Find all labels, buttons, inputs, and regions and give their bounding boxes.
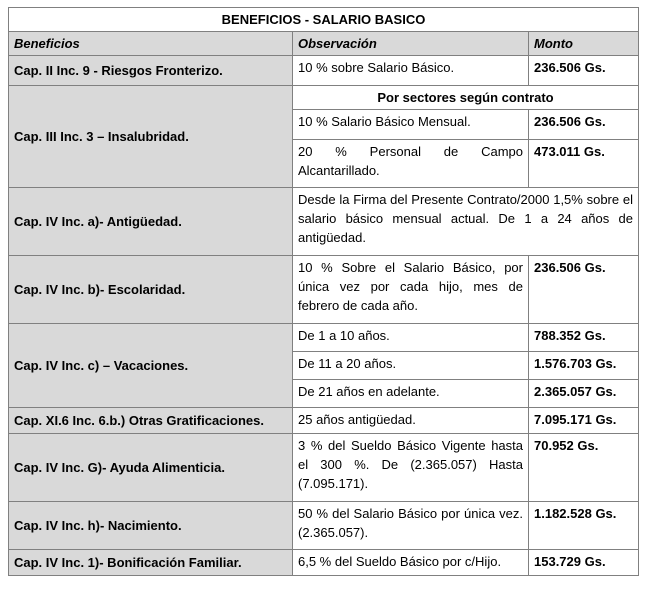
monto-cell: 236.506 Gs.	[529, 110, 639, 140]
beneficio-cell: Cap. IV Inc. 1)- Bonificación Familiar.	[9, 550, 293, 576]
observacion-cell: 50 % del Salario Básico por única vez. (2.365.057).	[293, 502, 529, 550]
monto-cell: 2.365.057 Gs.	[529, 380, 639, 408]
monto-cell: 236.506 Gs.	[529, 56, 639, 86]
observacion-cell: 10 % sobre Salario Básico.	[293, 56, 529, 86]
table-row	[9, 256, 639, 324]
observacion-cell: 10 % Sobre el Salario Básico, por única vez por cada hijo, mes de febrero de cada año.	[293, 256, 529, 324]
monto-cell: 1.182.528 Gs.	[529, 502, 639, 550]
table-row	[9, 56, 639, 86]
observacion-cell: De 21 años en adelante.	[293, 380, 529, 408]
observacion-cell: 10 % Salario Básico Mensual.	[293, 110, 529, 140]
observacion-cell: De 11 a 20 años.	[293, 352, 529, 380]
monto-cell: 1.576.703 Gs.	[529, 352, 639, 380]
observacion-cell: 3 % del Sueldo Básico Vigente hasta el 300 %. De (2.365.057) Hasta (7.095.171).	[293, 434, 529, 502]
monto-cell: 788.352 Gs.	[529, 324, 639, 352]
beneficio-cell: Cap. IV Inc. a)- Antigüedad.	[9, 188, 293, 256]
header-row	[9, 32, 639, 56]
table-title: BENEFICIOS - SALARIO BASICO	[9, 8, 639, 32]
table-row	[9, 188, 639, 256]
beneficio-cell: Cap. IV Inc. h)- Nacimiento.	[9, 502, 293, 550]
table-row	[9, 324, 639, 352]
title-row	[9, 8, 639, 32]
table-row	[9, 502, 639, 550]
header-beneficios: Beneficios	[9, 32, 293, 56]
table-row	[9, 550, 639, 576]
table-row	[9, 434, 639, 502]
beneficio-cell: Cap. III Inc. 3 – Insalubridad.	[9, 86, 293, 188]
observacion-cell: 25 años antigüedad.	[293, 408, 529, 434]
observacion-cell: De 1 a 10 años.	[293, 324, 529, 352]
beneficio-cell: Cap. XI.6 Inc. 6.b.) Otras Gratificaciones.	[9, 408, 293, 434]
monto-cell: 473.011 Gs.	[529, 140, 639, 188]
table-row	[9, 86, 639, 110]
observacion-cell: 6,5 % del Sueldo Básico por c/Hijo.	[293, 550, 529, 576]
subheader-cell: Por sectores según contrato	[293, 86, 639, 110]
observacion-cell: Desde la Firma del Presente Contrato/2000 1,5% sobre el salario básico mensual actual. De 1 a 24 años de antigüedad.	[293, 188, 639, 256]
monto-cell: 70.952 Gs.	[529, 434, 639, 502]
observacion-cell: 20 % Personal de Campo Alcantarillado.	[293, 140, 529, 188]
beneficio-cell: Cap. IV Inc. c) – Vacaciones.	[9, 324, 293, 408]
monto-cell: 153.729 Gs.	[529, 550, 639, 576]
header-observacion: Observación	[293, 32, 529, 56]
header-monto: Monto	[529, 32, 639, 56]
beneficio-cell: Cap. IV Inc. b)- Escolaridad.	[9, 256, 293, 324]
beneficio-cell: Cap. IV Inc. G)- Ayuda Alimenticia.	[9, 434, 293, 502]
benefits-table	[8, 7, 639, 576]
monto-cell: 7.095.171 Gs.	[529, 408, 639, 434]
beneficio-cell: Cap. II Inc. 9 - Riesgos Fronterizo.	[9, 56, 293, 86]
table-row	[9, 408, 639, 434]
monto-cell: 236.506 Gs.	[529, 256, 639, 324]
